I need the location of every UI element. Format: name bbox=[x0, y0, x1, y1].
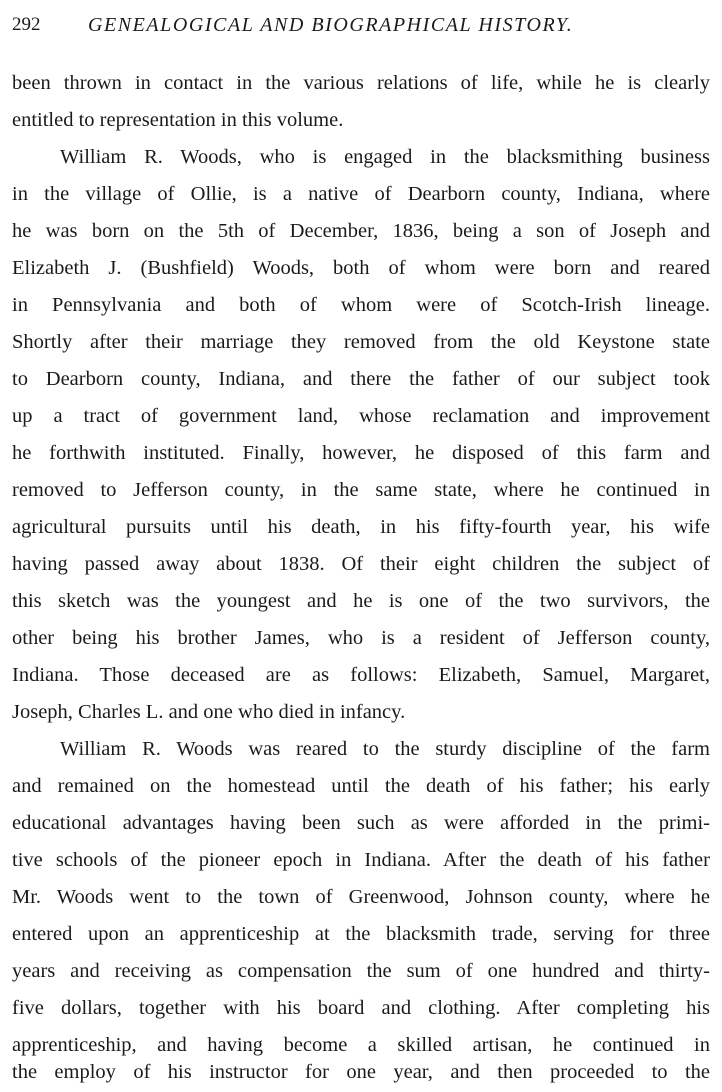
text-line: been thrown in contact in the various relations of life, while he is clearly bbox=[12, 72, 710, 94]
text-line: he was born on the 5th of December, 1836, being a son of Joseph and bbox=[12, 220, 710, 242]
text-line: Shortly after their marriage they removed from the old Keystone state bbox=[12, 331, 710, 353]
page-number: 292 bbox=[12, 14, 41, 35]
text-line: to Dearborn county, Indiana, and there the father of our subject took bbox=[12, 368, 710, 390]
text-line: the employ of his instructor for one year, and then proceeded to the bbox=[12, 1061, 710, 1083]
text-line: agricultural pursuits until his death, in his fifty-fourth year, his wife bbox=[12, 516, 710, 538]
text-line: other being his brother James, who is a resident of Jefferson county, bbox=[12, 627, 710, 649]
text-line: tive schools of the pioneer epoch in Indiana. After the death of his father bbox=[12, 849, 710, 871]
text-line: Mr. Woods went to the town of Greenwood, Johnson county, where he bbox=[12, 886, 710, 908]
text-line: entitled to representation in this volume. bbox=[12, 109, 344, 131]
text-line: years and receiving as compensation the sum of one hundred and thirty- bbox=[12, 960, 710, 982]
text-line: having passed away about 1838. Of their eight children the subject of bbox=[12, 553, 710, 575]
text-line: in Pennsylvania and both of whom were of Scotch-Irish lineage. bbox=[12, 294, 710, 316]
text-line: he forthwith instituted. Finally, however, he disposed of this farm and bbox=[12, 442, 710, 464]
text-line: apprenticeship, and having become a skilled artisan, he continued in bbox=[12, 1034, 710, 1056]
text-line: this sketch was the youngest and he is one of the two survivors, the bbox=[12, 590, 710, 612]
text-line: William R. Woods was reared to the sturdy discipline of the farm bbox=[60, 738, 710, 760]
text-line: Joseph, Charles L. and one who died in infancy. bbox=[12, 701, 406, 723]
text-line: and remained on the homestead until the death of his father; his early bbox=[12, 775, 710, 797]
text-line: entered upon an apprenticeship at the blacksmith trade, serving for three bbox=[12, 923, 710, 945]
text-line: five dollars, together with his board and clothing. After completing his bbox=[12, 997, 710, 1019]
text-line: educational advantages having been such as were afforded in the primi- bbox=[12, 812, 710, 834]
text-line: removed to Jefferson county, in the same state, where he continued in bbox=[12, 479, 710, 501]
running-head bbox=[12, 10, 710, 40]
running-head-title: GENEALOGICAL AND BIOGRAPHICAL HISTORY. bbox=[88, 14, 574, 36]
text-line: Elizabeth J. (Bushfield) Woods, both of whom were born and reared bbox=[12, 257, 710, 279]
text-line: Indiana. Those deceased are as follows: Elizabeth, Samuel, Margaret, bbox=[12, 664, 710, 686]
text-line: William R. Woods, who is engaged in the blacksmithing business bbox=[60, 146, 710, 168]
text-line: in the village of Ollie, is a native of Dearborn county, Indiana, where bbox=[12, 183, 710, 205]
text-line: up a tract of government land, whose reclamation and improvement bbox=[12, 405, 710, 427]
